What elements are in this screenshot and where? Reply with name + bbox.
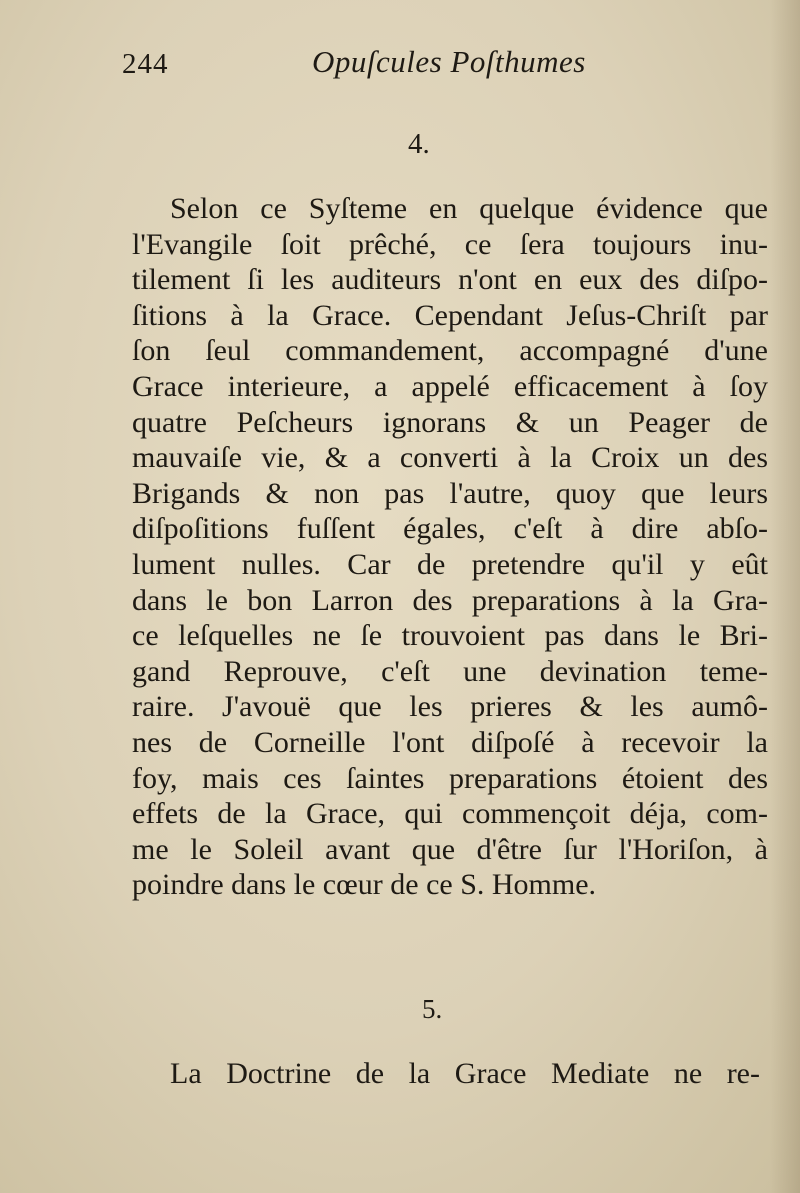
text-line: lument nulles. Car de pretendre qu'il y eût	[132, 547, 768, 581]
text-line: me le Soleil avant que d'être ſur l'Horiſon, à	[132, 832, 768, 866]
text-line: ſitions à la Grace. Cependant Jeſus-Chriſt par	[132, 298, 768, 332]
text-line: tilement ſi les auditeurs n'ont en eux des diſpo-	[132, 263, 768, 297]
running-head	[122, 44, 622, 88]
text-line: ce leſquelles ne ſe trouvoient pas dans le Bri-	[132, 619, 768, 653]
text-line: diſpoſitions fuſſent égales, c'eſt à dire abſo-	[132, 512, 768, 546]
text-line: dans le bon Larron des preparations à la Gra-	[132, 583, 768, 617]
text-line: raire. J'avouë que les prieres & les aumô-	[132, 690, 768, 724]
text-line: effets de la Grace, qui commençoit déja, com-	[132, 797, 768, 831]
text-line: quatre Peſcheurs ignorans & un Peager de	[132, 405, 768, 439]
text-line: poindre dans le cœur de ce S. Homme.	[132, 868, 597, 902]
text-line: mauvaiſe vie, & a converti à la Croix un des	[132, 441, 768, 475]
section-number-5: 5.	[422, 994, 443, 1024]
text-line: foy, mais ces ſaintes preparations étoient des	[132, 761, 768, 795]
running-title: Opuſcules Poſthumes	[312, 44, 586, 79]
section-5-first-line: La Doctrine de la Grace Mediate ne re-	[170, 1057, 760, 1090]
text-line: ſon ſeul commandement, accompagné d'une	[132, 334, 768, 368]
text-line: l'Evangile ſoit prêché, ce ſera toujours inu-	[132, 227, 768, 261]
text-line: Brigands & non pas l'autre, quoy que leurs	[132, 476, 768, 510]
section-number-4: 4.	[408, 128, 430, 160]
text-line: gand Reprouve, c'eſt une devination teme-	[132, 654, 768, 688]
text-line: nes de Corneille l'ont diſpoſé à recevoir la	[132, 725, 768, 759]
text-line: Grace interieure, a appelé efficacement à ſoy	[132, 369, 768, 403]
page-number: 244	[122, 48, 169, 80]
text-line: Selon ce Syſteme en quelque évidence que	[170, 192, 768, 225]
section-4-paragraph	[132, 191, 768, 903]
